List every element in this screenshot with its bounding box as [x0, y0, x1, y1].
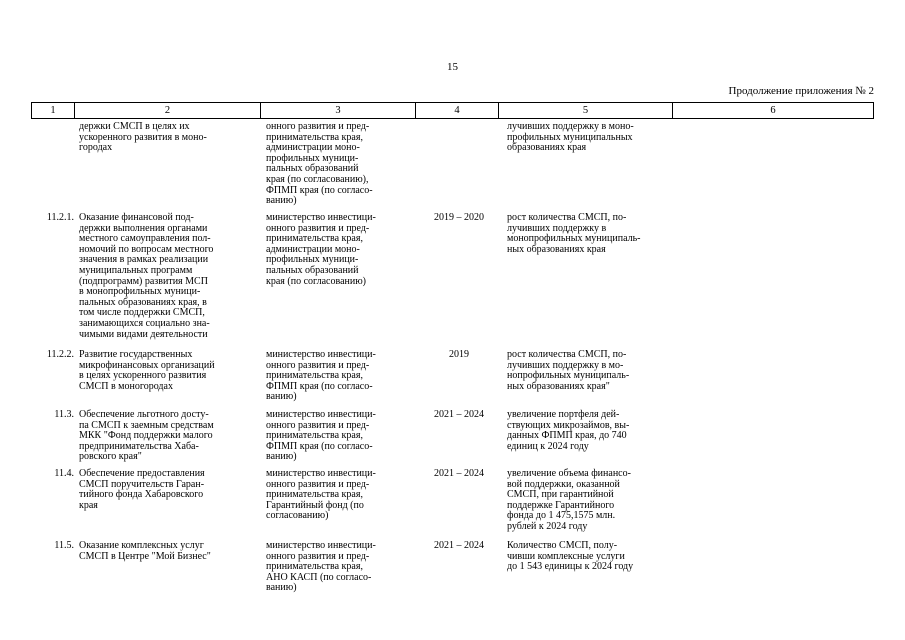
row-executor: министерство инвестици- онного развития и пред- принимательства края, Гарантийный фонд (по согласованию)	[266, 468, 376, 522]
row-result: увеличение объема финансо- вой поддержки, оказанной СМСП, при гарантийной поддержке Гарантийного фонда до 1 475,1575 млн. рублей к 2024 году	[507, 468, 631, 532]
row-number: 11.2.2.	[46, 349, 74, 360]
row-period: 2019	[449, 349, 469, 360]
header-cell-4: 4	[416, 103, 499, 118]
row-measure: Оказание комплексных услуг СМСП в Центре "Мой Бизнес"	[79, 540, 211, 562]
row-period: 2019 – 2020	[434, 212, 484, 223]
table-header-row	[31, 102, 874, 119]
row-result: рост количества СМСП, по- лучивших поддержку в монопрофильных муниципаль- ных образованиях края	[507, 212, 641, 255]
row-executor: министерство инвестици- онного развития и пред- принимательства края, АНО КАСП (по согласо- ванию)	[266, 540, 376, 594]
header-cell-3: 3	[261, 103, 416, 118]
row-number: 11.4.	[54, 468, 74, 479]
appendix-continuation-label: Продолжение приложения № 2	[728, 85, 874, 97]
row-period: 2021 – 2024	[434, 540, 484, 551]
row-measure: Оказание финансовой под- держки выполнения органами местного самоуправления пол- номочий по вопросам местного значения в рамках реализации муниципальных программ (подпрограмм) развития МСП в монопрофильных муници- пальных образованиях края, в том числе поддержки СМСП, занимающихся социально зна- чимыми видами деятельности	[79, 212, 214, 340]
row-result: Количество СМСП, полу- чивши комплексные услуги до 1 543 единицы к 2024 году	[507, 540, 634, 573]
continuation-executor: онного развития и пред- принимательства края, администрации моно- профильных муници- пальных образований края (по согласованию), ФПМП края (по согласо- ванию)	[266, 121, 373, 207]
row-number: 11.5.	[54, 540, 74, 551]
row-executor: министерство инвестици- онного развития и пред- принимательства края, ФПМП края (по согласо- ванию)	[266, 349, 376, 403]
header-cell-2: 2	[75, 103, 261, 118]
row-measure: Обеспечение предоставления СМСП поручительств Гаран- тийного фонда Хабаровского края	[79, 468, 205, 511]
row-measure: Развитие государственных микрофинансовых организаций в целях ускоренного развития СМСП в моногородах	[79, 349, 215, 392]
row-measure: Обеспечение льготного досту- па СМСП к заемным средствам МКК "Фонд поддержки малого предпринимательства Хаба- ровского края"	[79, 409, 214, 463]
row-period: 2021 – 2024	[434, 468, 484, 479]
row-result: увеличение портфеля дей- ствующих микрозаймов, вы- данных ФПМП края, до 740 единиц к 2024 году	[507, 409, 630, 452]
row-period: 2021 – 2024	[434, 409, 484, 420]
continuation-result: лучивших поддержку в моно- профильных муниципальных образованиях края	[507, 121, 634, 154]
row-number: 11.3.	[54, 409, 74, 420]
row-number: 11.2.1.	[46, 212, 74, 223]
row-executor: министерство инвестици- онного развития и пред- принимательства края, ФПМП края (по согласо- ванию)	[266, 409, 376, 463]
row-result: рост количества СМСП, по- лучивших поддержку в мо- нопрофильных муниципаль- ных образованиях края"	[507, 349, 630, 392]
header-cell-6: 6	[770, 105, 776, 116]
continuation-measure: держки СМСП в целях их ускоренного развития в моно- городах	[79, 121, 207, 154]
row-executor: министерство инвестици- онного развития и пред- принимательства края, администрации моно- профильных муници- пальных образований края (по согласованию)	[266, 212, 376, 287]
header-cell-5: 5	[499, 103, 673, 118]
header-cell-1: 1	[32, 103, 75, 118]
page-number: 15	[447, 61, 458, 73]
